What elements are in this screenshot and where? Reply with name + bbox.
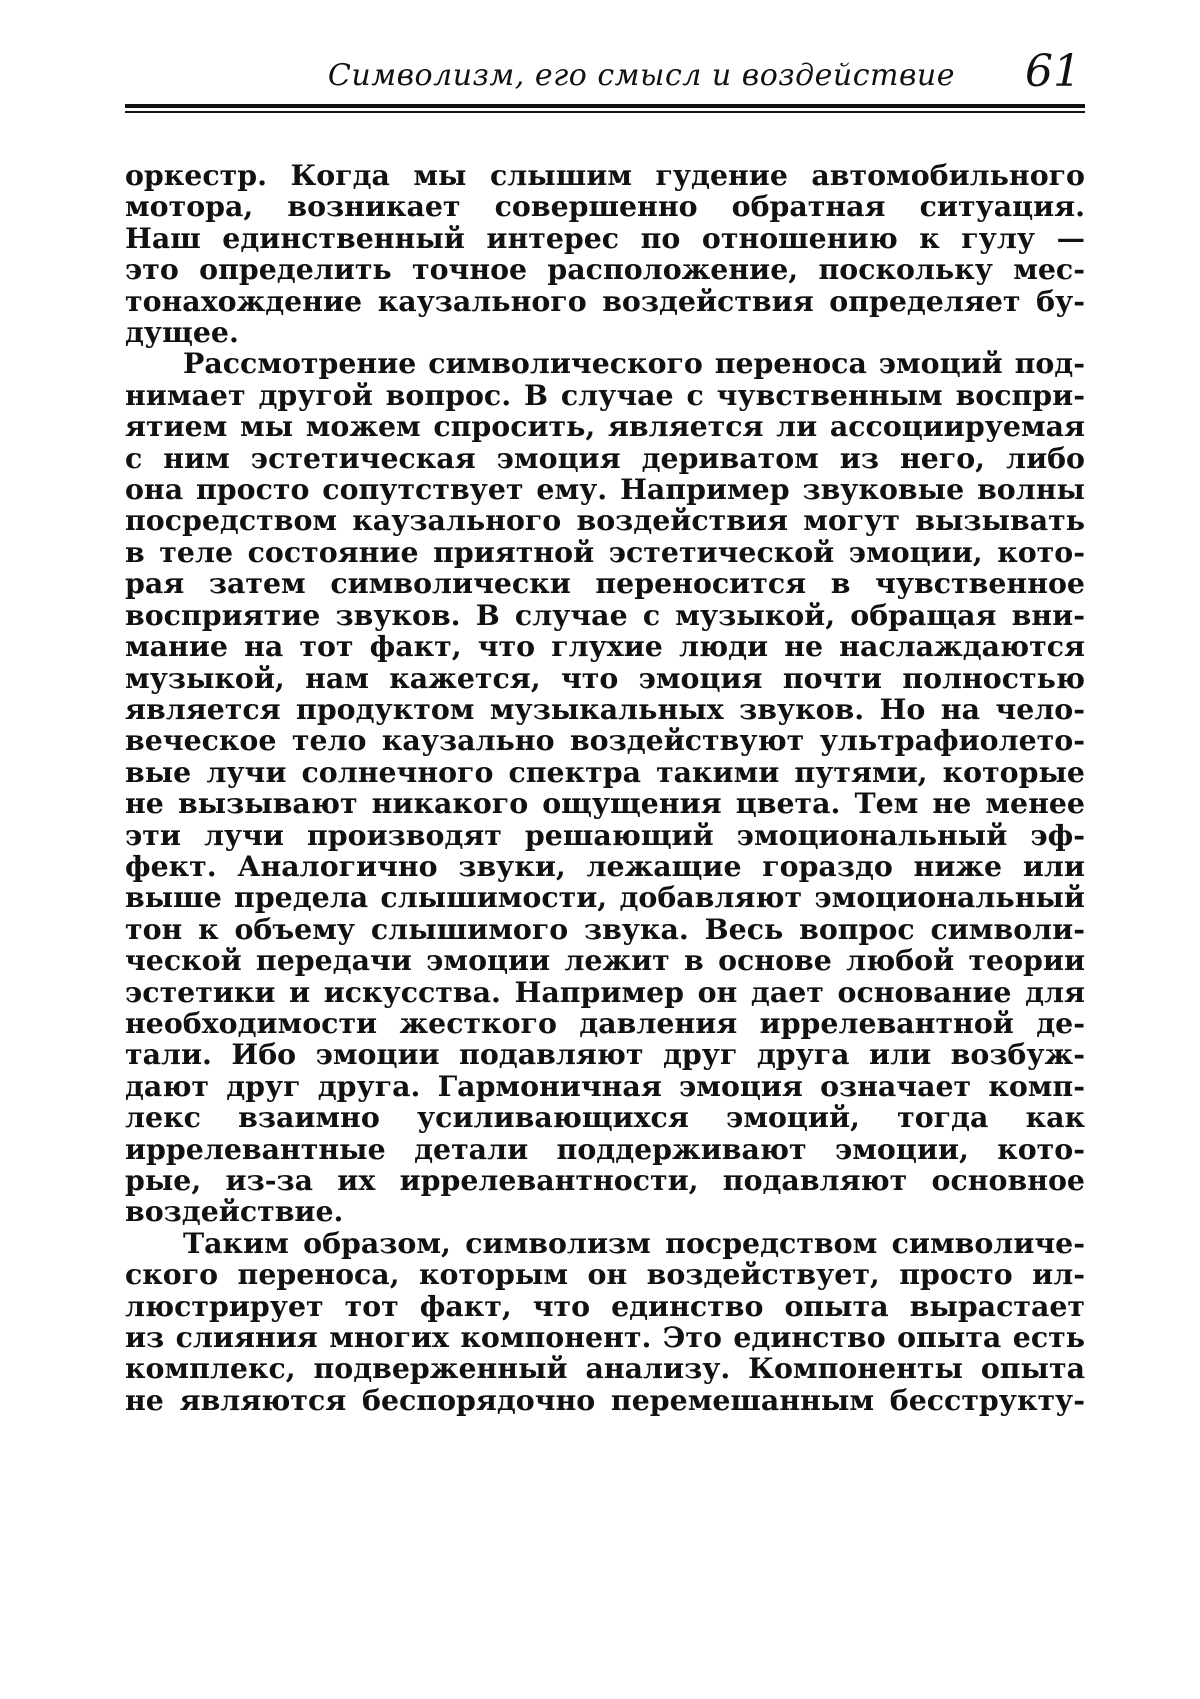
text-line: оркестр. Когда мы слышим гудение автомобильного: [125, 158, 1085, 192]
text-line: эстетики и искусства. Например он дает основание для: [125, 974, 1085, 1009]
text-line: из слияния многих компонент. Это единство опыта есть: [125, 1320, 1085, 1355]
text-line: она просто сопутствует ему. Например звуковые волны: [125, 472, 1085, 507]
text-line: тон к объему слышимого звука. Весь вопрос символи-: [125, 911, 1085, 946]
text-line: ческой передачи эмоции лежит в основе любой теории: [125, 943, 1085, 978]
text-line: рые, из-за их иррелевантности, подавляют основное: [125, 1163, 1085, 1197]
text-line: это определить точное расположение, поскольку мес-: [125, 252, 1085, 287]
text-line: восприятие звуков. В случае с музыкой, обращая вни-: [125, 597, 1085, 632]
text-line: тонахождение каузального воздействия определяет бу-: [125, 283, 1085, 318]
running-head: [125, 40, 1085, 100]
body-text: [125, 160, 1085, 1416]
text-line: мание на тот факт, что глухие люди не наслаждаются: [125, 629, 1085, 664]
text-line: нимает другой вопрос. В случае с чувственным воспри-: [125, 377, 1085, 412]
text-line: Наш единственный интерес по отношению к гулу —: [125, 220, 1085, 255]
text-line: не являются беспорядочно перемешанным бесструкту-: [125, 1382, 1085, 1417]
text-line: с ним эстетическая эмоция дериватом из него, либо: [125, 440, 1085, 475]
text-line: иррелевантные детали поддерживают эмоции, кото-: [125, 1131, 1085, 1166]
text-line: веческое тело каузально воздействуют ультрафиолето-: [125, 723, 1085, 758]
text-line: выше предела слышимости, добавляют эмоциональный: [125, 880, 1085, 915]
text-line: фект. Аналогично звуки, лежащие гораздо ниже или: [125, 848, 1085, 883]
text-line: музыкой, нам кажется, что эмоция почти полностью: [125, 660, 1085, 695]
text-line: Рассмотрение символического переноса эмоций под-: [183, 346, 1085, 381]
header-rule-thin: [125, 111, 1085, 113]
text-line: в теле состояние приятной эстетической эмоции, кото-: [125, 534, 1085, 569]
text-line: дают друг друга. Гармоничная эмоция означает комп-: [125, 1068, 1085, 1103]
text-line: дущее.: [125, 315, 239, 350]
text-line: не вызывают никакого ощущения цвета. Тем не менее: [125, 786, 1085, 821]
text-line: мотора, возникает совершенно обратная ситуация.: [125, 189, 1085, 224]
text-line: тали. Ибо эмоции подавляют друг друга или возбуж-: [125, 1037, 1085, 1072]
page-number: 61: [1025, 46, 1081, 97]
text-line: ятием мы можем спросить, является ли ассоциируемая: [125, 409, 1085, 444]
text-line: лекс взаимно усиливающихся эмоций, тогда как: [125, 1100, 1085, 1135]
text-line: люстрирует тот факт, что единство опыта вырастает: [125, 1288, 1085, 1323]
text-line: необходимости жесткого давления иррелевантной де-: [125, 1005, 1085, 1040]
header-rule-thick: [125, 104, 1085, 108]
text-line: ского переноса, которым он воздействует, просто ил-: [125, 1257, 1085, 1292]
text-line: эти лучи производят решающий эмоциональный эф-: [125, 817, 1085, 852]
text-line: Таким образом, символизм посредством символиче-: [183, 1225, 1085, 1260]
text-line: вые лучи солнечного спектра такими путями, которые: [125, 754, 1085, 789]
text-line: является продуктом музыкальных звуков. Но на чело-: [125, 691, 1085, 726]
running-title: Символизм, его смысл и воздействие: [327, 58, 955, 93]
text-line: воздействие.: [125, 1194, 344, 1229]
text-line: рая затем символически переносится в чувственное: [125, 566, 1085, 601]
text-line: комплекс, подверженный анализу. Компоненты опыта: [125, 1351, 1085, 1386]
text-line: посредством каузального воздействия могут вызывать: [125, 503, 1085, 538]
